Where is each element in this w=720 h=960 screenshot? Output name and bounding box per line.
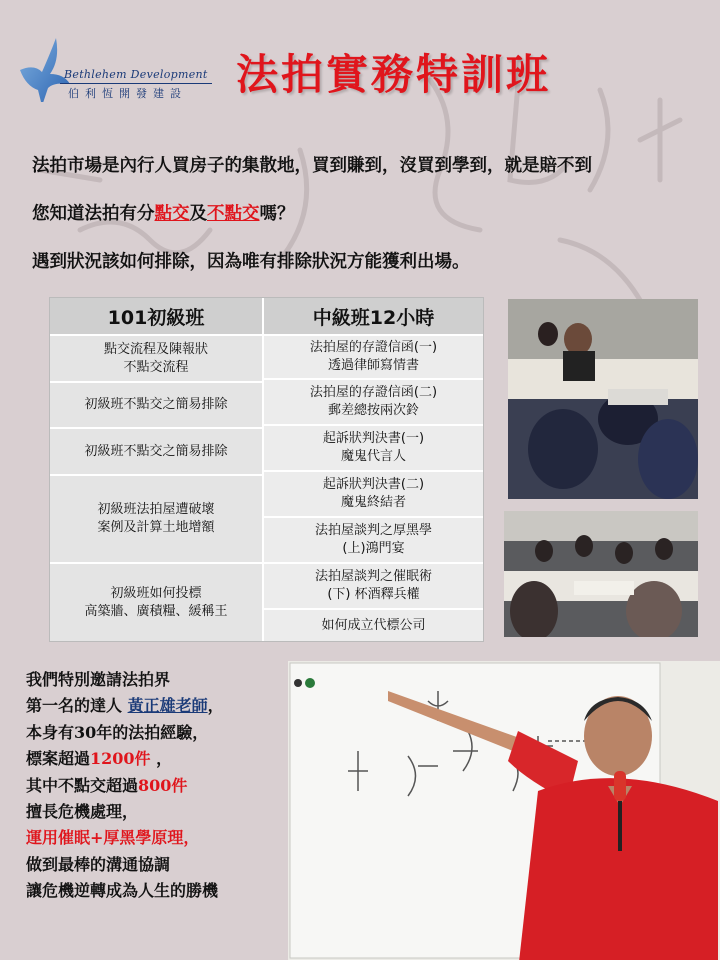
logo-divider bbox=[60, 83, 212, 84]
class-photo-1 bbox=[508, 299, 698, 499]
intro-text: 本身有30年的法拍經驗， bbox=[26, 722, 209, 742]
cell-text: 初級班不點交之簡易排除 bbox=[84, 443, 228, 459]
case-count: 1200件 bbox=[90, 749, 151, 769]
basic-row-3 bbox=[50, 429, 262, 476]
cell-text: (下) 杯酒釋兵權 bbox=[327, 587, 420, 602]
intro-text-part: ， bbox=[207, 696, 224, 716]
course-table bbox=[49, 297, 484, 642]
basic-row-5 bbox=[50, 564, 262, 641]
intro-text-part: ， bbox=[150, 749, 173, 769]
classroom-photo-graphic bbox=[504, 511, 698, 637]
intro-line-1: 法拍市場是內行人買房子的集散地，買到賺到，沒買到學到，就是賠不到 bbox=[32, 156, 592, 176]
line2-text-e: 嗎？ bbox=[259, 204, 295, 224]
basic-row-1 bbox=[50, 336, 262, 383]
line2-text-c: 及 bbox=[189, 204, 207, 224]
cell-text: 高築牆、廣積糧、緩稱王 bbox=[84, 603, 228, 619]
cell-text: 法拍屋的存證信函(二) bbox=[309, 385, 438, 400]
intro-text bbox=[26, 746, 224, 772]
intro-line-2 bbox=[32, 200, 295, 225]
class-photo-2 bbox=[504, 511, 698, 637]
intro-text bbox=[26, 773, 224, 799]
cell-text: 點交流程及陳報狀 bbox=[103, 341, 208, 357]
intro-text: 做到最棒的溝通協調 bbox=[26, 854, 171, 874]
cell-text: 魔鬼終結者 bbox=[340, 495, 406, 510]
header-intermediate-class: 中級班12小時 bbox=[264, 298, 483, 336]
intro-line-3: 遇到狀況該如何排除，因為唯有排除狀況方能獲利出場。 bbox=[32, 252, 470, 272]
cell-text: 法拍屋談判之厚黑學 bbox=[314, 523, 432, 538]
intro-text: 擅長危機處理， bbox=[26, 802, 139, 822]
intermediate-row-1 bbox=[264, 336, 483, 380]
intermediate-row-6 bbox=[264, 564, 483, 610]
cell-text: 案例及計算土地增額 bbox=[97, 520, 215, 535]
intro-text-part: 其中不點交超過 bbox=[26, 775, 139, 795]
intermediate-row-7 bbox=[264, 610, 483, 641]
cell-text: 法拍屋的存證信函(一) bbox=[309, 340, 438, 355]
budianjiao-count: 800件 bbox=[138, 775, 188, 795]
cell-text: 初級班如何投標 bbox=[110, 585, 202, 601]
intro-text-part: 標案超過 bbox=[26, 749, 91, 769]
teacher-photo-graphic bbox=[288, 661, 720, 960]
intermediate-row-2 bbox=[264, 380, 483, 426]
cell-text: 不點交流程 bbox=[123, 359, 189, 375]
intro-text-part: 第一名的達人 bbox=[26, 696, 128, 716]
cell-text: 魔鬼代言人 bbox=[340, 449, 406, 464]
intermediate-row-5 bbox=[264, 518, 483, 564]
cell-text: 法拍屋談判之催眠術 bbox=[314, 569, 432, 584]
teacher-photo bbox=[288, 661, 720, 960]
brand-name-en: Bethlehem Development bbox=[64, 68, 208, 81]
company-logo bbox=[12, 32, 217, 112]
cell-text: 起訴狀判決書(一) bbox=[322, 431, 425, 446]
classroom-photo-graphic bbox=[508, 299, 698, 499]
cell-text: 如何成立代標公司 bbox=[321, 617, 426, 633]
teacher-intro bbox=[26, 667, 224, 905]
cell-text: 郵差總按兩次鈴 bbox=[327, 403, 419, 418]
intermediate-row-3 bbox=[264, 426, 483, 472]
keyword-budianjiao: 不點交 bbox=[207, 204, 260, 224]
basic-row-4 bbox=[50, 476, 262, 564]
basic-row-2 bbox=[50, 383, 262, 429]
brand-name-zh: 伯利恆開發建設 bbox=[68, 87, 187, 100]
intro-text-highlight: 運用催眠+厚黑學原理， bbox=[26, 828, 200, 848]
line2-text-a: 您知道法拍有分 bbox=[32, 204, 155, 224]
cell-text: 初級班不點交之簡易排除 bbox=[84, 397, 228, 412]
keyword-dianjiao: 點交 bbox=[154, 204, 190, 224]
cell-text: 透過律師寫情書 bbox=[327, 358, 419, 373]
header-basic-class: 101初級班 bbox=[50, 298, 262, 336]
intro-text: 讓危機逆轉成為人生的勝機 bbox=[26, 881, 219, 901]
cell-text: 起訴狀判決書(二) bbox=[322, 477, 425, 492]
cell-text: (上)鴻門宴 bbox=[342, 541, 405, 556]
teacher-name: 黃正雄老師 bbox=[127, 696, 208, 716]
page-title: 法拍實務特訓班 bbox=[236, 50, 552, 99]
intermediate-row-4 bbox=[264, 472, 483, 518]
intro-text: 我們特別邀請法拍界 bbox=[26, 670, 171, 689]
cell-text: 初級班法拍屋遭破壞 bbox=[97, 502, 215, 517]
intro-text bbox=[26, 693, 224, 719]
